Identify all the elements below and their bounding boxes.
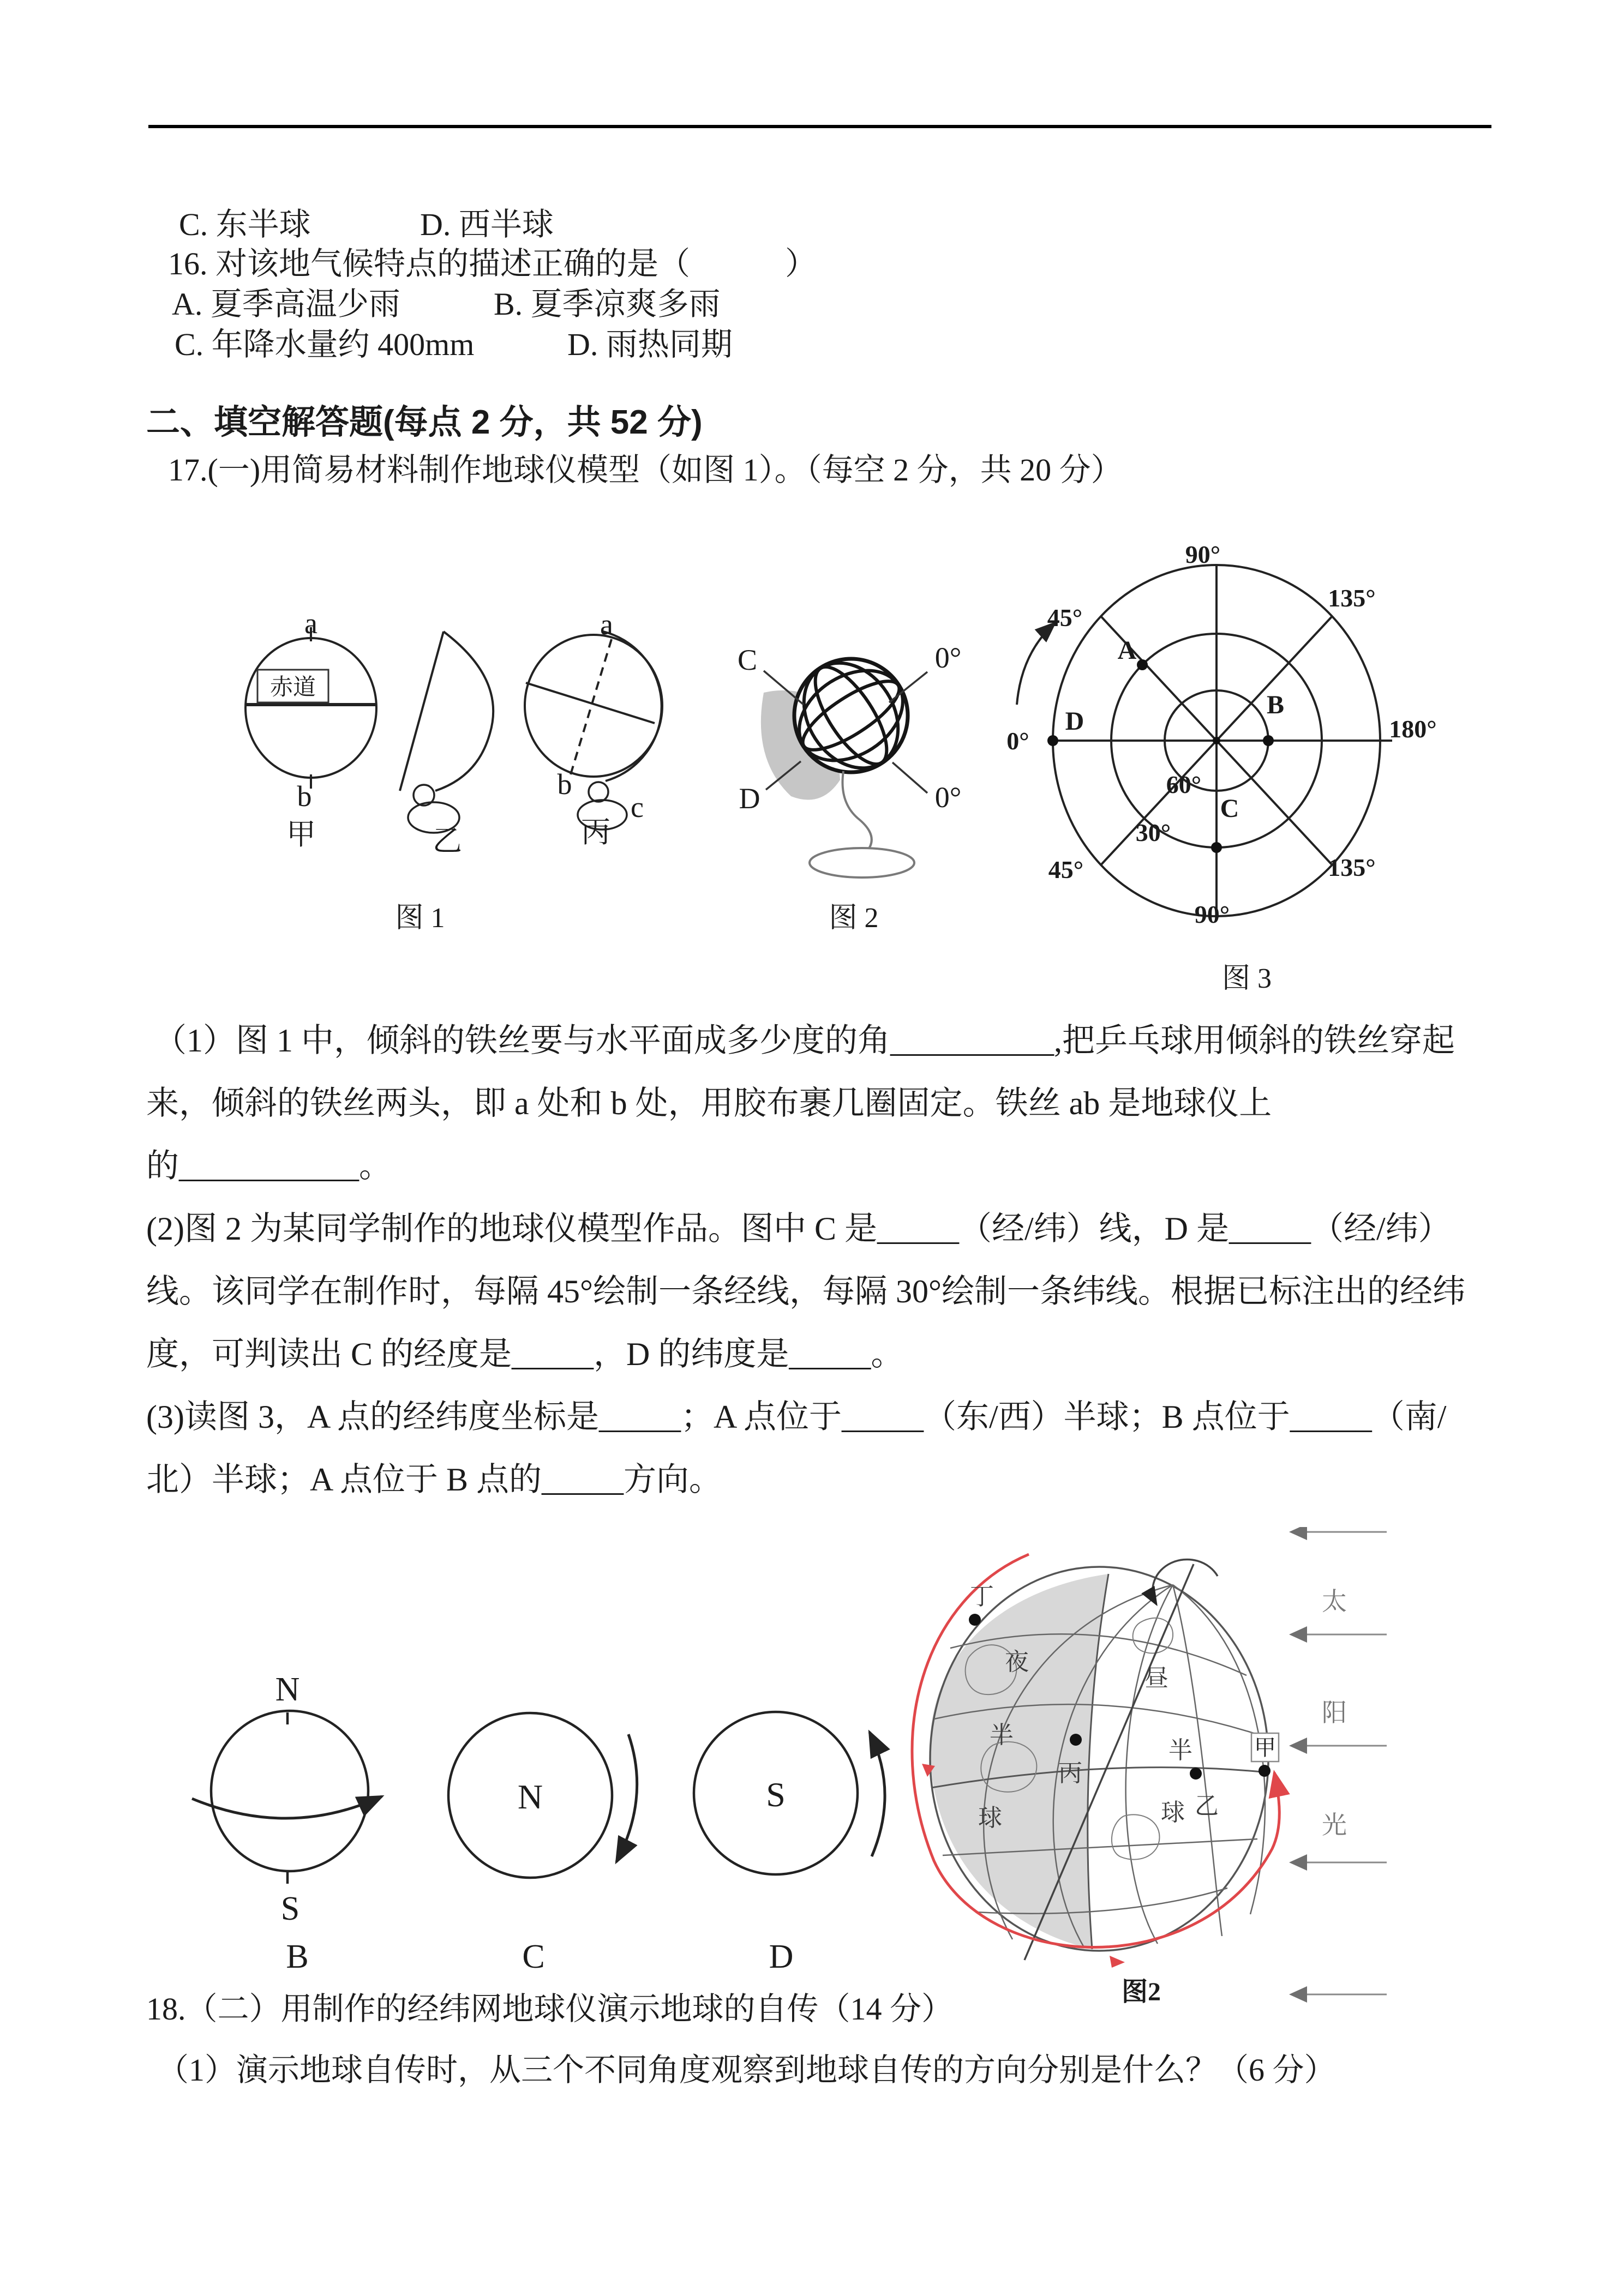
section-heading: 二、填空解答题(每点 2 分，共 52 分) (146, 404, 703, 441)
fig2-label-0-top: 0° (934, 641, 962, 674)
point-b-dot (1263, 735, 1274, 746)
meridian-ring (603, 632, 662, 781)
rotation-view-c (448, 1713, 637, 1975)
q17-part3-line2: 北）半球；A 点位于 B 点的_____方向。 (146, 1462, 722, 1498)
header-rule (148, 125, 1491, 128)
continent-outline (1133, 1618, 1173, 1654)
view-c-arrow (616, 1734, 637, 1862)
q17-part2-line1: (2)图 2 为某同学制作的地球仪模型作品。图中 C 是_____（经/纬）线，D 是_____（经/纬） (146, 1211, 1451, 1247)
q17-part3-line1: (3)读图 3，A 点的经纬度坐标是_____；A 点位于_____（东/西）半球；B 点位于_____（南/ (146, 1399, 1447, 1435)
fig3-caption: 图 3 (1222, 963, 1272, 994)
q17-intro: 17.(一)用简易材料制作地球仪模型（如图 1）。（每空 2 分，共 20 分） (168, 452, 1123, 488)
fig3-90-bottom: 90° (1194, 900, 1230, 928)
fig2-label-c: C (737, 644, 758, 676)
fig3-135-ur: 135° (1328, 584, 1376, 612)
q17-part1-line3: 的___________。 (146, 1148, 392, 1184)
figure-row-1 (207, 534, 1440, 1003)
label-bing: 丙 (1058, 1760, 1082, 1787)
fig1-label-b2: b (557, 768, 572, 801)
fig2-globe-model (738, 637, 961, 934)
fig2-caption: 图 2 (829, 903, 879, 934)
pole-dot (1213, 737, 1220, 744)
fig3-0-left: 0° (1006, 727, 1029, 755)
label-day-3: 球 (1161, 1799, 1185, 1826)
earth-figure-caption: 图2 (1121, 1978, 1161, 2006)
earth-rotation-figure (912, 1532, 1387, 2006)
point-a-dot (1137, 659, 1148, 670)
fig3-point-b: B (1266, 690, 1285, 719)
label-s-bottom: S (280, 1890, 300, 1927)
label-sun-2: 阳 (1322, 1699, 1347, 1727)
label-night-1: 夜 (1005, 1649, 1029, 1675)
label-night-3: 球 (978, 1805, 1002, 1831)
fig2-label-d: D (739, 782, 760, 815)
label-ding: 丁 (970, 1583, 994, 1610)
fig1-yi-wire (400, 632, 493, 857)
view-d-label: D (769, 1938, 794, 1975)
view-d-arrow (870, 1732, 885, 1856)
fig3-135-lr: 135° (1328, 854, 1376, 881)
equator-rotation-arrow (192, 1796, 382, 1818)
stand-base (810, 848, 914, 877)
fig3-45-ll: 45° (1048, 856, 1084, 883)
fig1-jia-sphere (245, 607, 376, 851)
q17-part2-line3: 度，可判读出 C 的经度是_____，D 的纬度是_____。 (146, 1336, 904, 1372)
point-jia-dot (1259, 1765, 1271, 1777)
fig3-180-right: 180° (1389, 715, 1437, 743)
label-s-center: S (766, 1775, 786, 1814)
fig3-point-c: C (1220, 794, 1239, 823)
fig1-label-a1: a (304, 607, 317, 640)
fig1-label-c2: c (631, 791, 644, 824)
label-day-2: 半 (1168, 1737, 1192, 1764)
label-night-2: 半 (990, 1722, 1014, 1748)
point-c-dot (1211, 842, 1222, 853)
view-c-label: C (522, 1938, 545, 1975)
q18-intro: 18.（二）用制作的经纬网地球仪演示地球的自传（14 分） (146, 1991, 954, 2027)
fig1-label-yi: 乙 (433, 825, 462, 857)
rotation-view-b (192, 1671, 382, 1975)
point-yi-dot (1190, 1768, 1202, 1780)
fig3-90-top: 90° (1185, 540, 1221, 568)
fig3-60: 60° (1166, 771, 1202, 798)
point-bing-dot (1070, 1734, 1082, 1746)
fig2-label-0-bottom: 0° (934, 781, 962, 814)
rotation-direction-arrow (1017, 623, 1055, 705)
fig3-polar-grid (1006, 540, 1436, 928)
q15-option-c: C. 东半球 (179, 207, 311, 242)
fig1-label-jia: 甲 (286, 818, 316, 851)
fig1-label-b1: b (297, 780, 312, 813)
label-n-center: N (517, 1777, 543, 1816)
stand-stem (842, 771, 871, 851)
fig3-point-a: A (1117, 636, 1137, 665)
figure-row-2 (164, 1527, 1506, 2029)
label-day-1: 昼 (1144, 1665, 1168, 1692)
label-sun-1: 太 (1322, 1588, 1347, 1615)
q16-option-a: A. 夏季高温少雨 (172, 286, 400, 322)
q16-stem: 16. 对该地气候特点的描述正确的是（ ） (168, 246, 817, 281)
label-n-top: N (275, 1671, 300, 1708)
fig3-30: 30° (1135, 819, 1171, 846)
q17-part2-line2: 线。该同学在制作时，每隔 45°绘制一条经线，每隔 30°绘制一条纬线。根据已标注出的经纬 (146, 1273, 1465, 1309)
spring-loop-small (589, 782, 608, 802)
q15-option-d: D. 西半球 (420, 207, 554, 242)
point-ding-dot (969, 1614, 981, 1626)
label-sun-3: 光 (1322, 1811, 1347, 1839)
view-b-label: B (286, 1938, 309, 1975)
rotation-view-d (694, 1712, 885, 1975)
q18-part1: （1）演示地球自传时，从三个不同角度观察到地球自传的方向分别是什么？（6 分） (157, 2052, 1336, 2088)
leader-0-bottom (892, 762, 927, 793)
fig3-45-ul: 45° (1047, 604, 1083, 632)
fig1-label-bing: 丙 (581, 816, 610, 849)
continent-outline (1112, 1814, 1160, 1859)
fig1-label-a2: a (600, 608, 613, 641)
q16-option-b: B. 夏季凉爽多雨 (494, 286, 721, 322)
fig1-bing-sphere (525, 608, 662, 849)
fig3-point-d: D (1065, 707, 1084, 736)
red-arrowhead-bottom (1110, 1956, 1125, 1968)
q16-option-d: D. 雨热同期 (567, 327, 733, 362)
fig1-caption: 图 1 (395, 903, 445, 934)
label-jia: 甲 (1254, 1735, 1276, 1760)
q16-option-c: C. 年降水量约 400mm (175, 327, 475, 362)
equator-label: 赤道 (269, 675, 316, 700)
q17-part1-line2: 来，倾斜的铁丝两头，即 a 处和 b 处，用胶布裹几圈固定。铁丝 ab 是地球仪上 (146, 1085, 1272, 1121)
label-yi: 乙 (1195, 1793, 1219, 1819)
tilted-equator (526, 683, 655, 723)
q17-part1-line1: （1）图 1 中，倾斜的铁丝要与水平面成多少度的角__________,把乒乓球用倾斜的铁丝穿起 (154, 1023, 1455, 1059)
point-d-dot (1047, 735, 1058, 746)
